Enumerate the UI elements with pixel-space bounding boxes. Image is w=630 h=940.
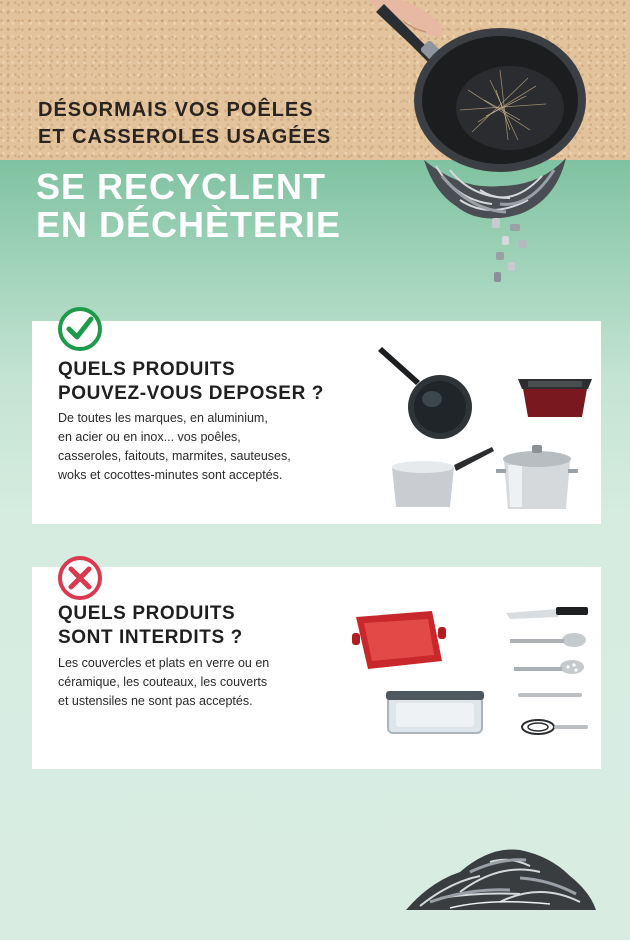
- glass-container-image: [386, 691, 484, 733]
- accepted-text-line-1: De toutes les marques, en aluminium,: [58, 411, 268, 425]
- roasting-pan-image: [518, 379, 592, 417]
- forbidden-text-line-2: céramique, les couteaux, les couverts: [58, 675, 268, 689]
- cross-circle-icon: [57, 555, 103, 601]
- kicker-line-2: ET CASSEROLES USAGÉES: [38, 126, 332, 148]
- stockpot-image: [496, 445, 578, 509]
- whisk-image: [522, 720, 588, 734]
- forbidden-title: [58, 602, 243, 650]
- worn-pan: [414, 28, 586, 172]
- frying-pan-image: [378, 347, 472, 439]
- accepted-title: [58, 358, 324, 406]
- serving-spoon-image: [510, 633, 586, 647]
- header-kicker: [38, 97, 331, 151]
- accepted-text-line-2: en acier ou en inox... vos poêles,: [58, 430, 241, 444]
- forbidden-products-card: [32, 567, 601, 769]
- accepted-products-card: [32, 321, 601, 524]
- forbidden-title-line-2: SONT INTERDITS ?: [58, 627, 243, 648]
- accepted-text-line-4: woks et cocottes-minutes sont acceptés.: [58, 468, 283, 482]
- accepted-title-line-2: POUVEZ-VOUS DEPOSER ?: [58, 383, 324, 404]
- forbidden-text-line-1: Les couvercles et plats en verre ou en: [58, 656, 270, 670]
- forbidden-title-line-1: QUELS PRODUITS: [58, 603, 236, 624]
- metal-chips-cascade: [424, 158, 566, 282]
- accepted-cookware-illustration: [372, 329, 594, 519]
- saucepan-image: [392, 447, 494, 507]
- page-headline: [36, 168, 341, 244]
- headline-line-2: EN DÉCHÈTERIE: [36, 204, 342, 245]
- headline-line-1: SE RECYCLENT: [36, 166, 327, 207]
- accepted-description: [58, 409, 338, 485]
- kicker-line-1: DÉSORMAIS VOS POÊLES: [38, 99, 314, 121]
- table-knife-image: [518, 693, 582, 697]
- check-circle-icon: [57, 306, 103, 352]
- slotted-spoon-image: [514, 660, 584, 674]
- forbidden-text-line-3: et ustensiles ne sont pas acceptés.: [58, 694, 253, 708]
- accepted-text-line-3: casseroles, faitouts, marmites, sauteuses,: [58, 449, 291, 463]
- forbidden-description: [58, 654, 338, 711]
- forbidden-items-illustration: [350, 597, 590, 767]
- ceramic-dish-image: [352, 611, 446, 669]
- accepted-title-line-1: QUELS PRODUITS: [58, 359, 236, 380]
- shredded-pan-illustration: [360, 0, 630, 290]
- knife-image: [506, 607, 588, 619]
- metal-shavings-heap-illustration: [400, 832, 600, 916]
